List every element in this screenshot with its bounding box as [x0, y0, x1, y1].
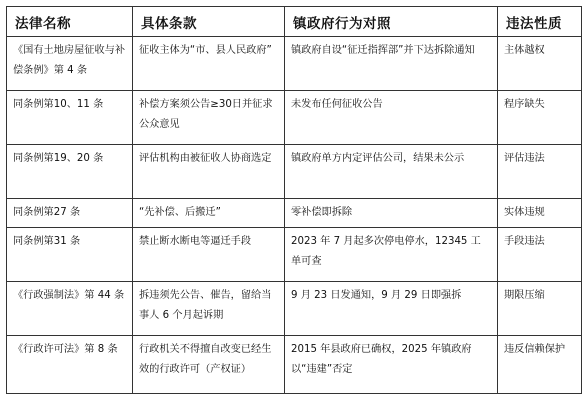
cell-action: 2015 年县政府已确权，2025 年镇政府以“违建”否定: [285, 336, 498, 394]
cell-action: 9 月 23 日发通知，9 月 29 日即强拆: [285, 282, 498, 336]
header-law-name: 法律名称: [7, 7, 133, 37]
cell-nature: 期限压缩: [498, 282, 582, 336]
cell-nature: 程序缺失: [498, 91, 582, 145]
cell-action: 2023 年 7 月起多次停电停水，12345 工单可查: [285, 228, 498, 282]
table-row: [7, 228, 582, 282]
legal-comparison-table: [6, 6, 582, 394]
table-header-row: [7, 7, 582, 37]
cell-clause: 补偿方案须公告≥30日并征求公众意见: [133, 91, 285, 145]
cell-nature: 手段违法: [498, 228, 582, 282]
cell-nature: 主体越权: [498, 37, 582, 91]
cell-action: 镇政府自设“征迁指挥部”并下达拆除通知: [285, 37, 498, 91]
cell-nature: 评估违法: [498, 145, 582, 199]
header-violation-nature: 违法性质: [498, 7, 582, 37]
cell-law: 《国有土地房屋征收与补偿条例》第 4 条: [7, 37, 133, 91]
cell-clause: 拆违须先公告、催告，留给当事人 6 个月起诉期: [133, 282, 285, 336]
cell-action: 零补偿即拆除: [285, 199, 498, 228]
cell-nature: 违反信赖保护: [498, 336, 582, 394]
cell-clause: 禁止断水断电等逼迁手段: [133, 228, 285, 282]
cell-nature: 实体违规: [498, 199, 582, 228]
cell-clause: 征收主体为“市、县人民政府”: [133, 37, 285, 91]
cell-action: 未发布任何征收公告: [285, 91, 498, 145]
table-row: [7, 336, 582, 394]
cell-law: 《行政强制法》第 44 条: [7, 282, 133, 336]
cell-clause: 行政机关不得擅自改变已经生效的行政许可（产权证）: [133, 336, 285, 394]
table-row: [7, 199, 582, 228]
cell-clause: “先补偿、后搬迁”: [133, 199, 285, 228]
table-row: [7, 145, 582, 199]
cell-law: 同条例第27 条: [7, 199, 133, 228]
table-row: [7, 37, 582, 91]
cell-law: 同条例第19、20 条: [7, 145, 133, 199]
header-clause: 具体条款: [133, 7, 285, 37]
cell-law: 同条例第31 条: [7, 228, 133, 282]
header-government-action: 镇政府行为对照: [285, 7, 498, 37]
table-row: [7, 282, 582, 336]
table-row: [7, 91, 582, 145]
cell-law: 《行政许可法》第 8 条: [7, 336, 133, 394]
cell-clause: 评估机构由被征收人协商选定: [133, 145, 285, 199]
cell-law: 同条例第10、11 条: [7, 91, 133, 145]
cell-action: 镇政府单方内定评估公司，结果未公示: [285, 145, 498, 199]
